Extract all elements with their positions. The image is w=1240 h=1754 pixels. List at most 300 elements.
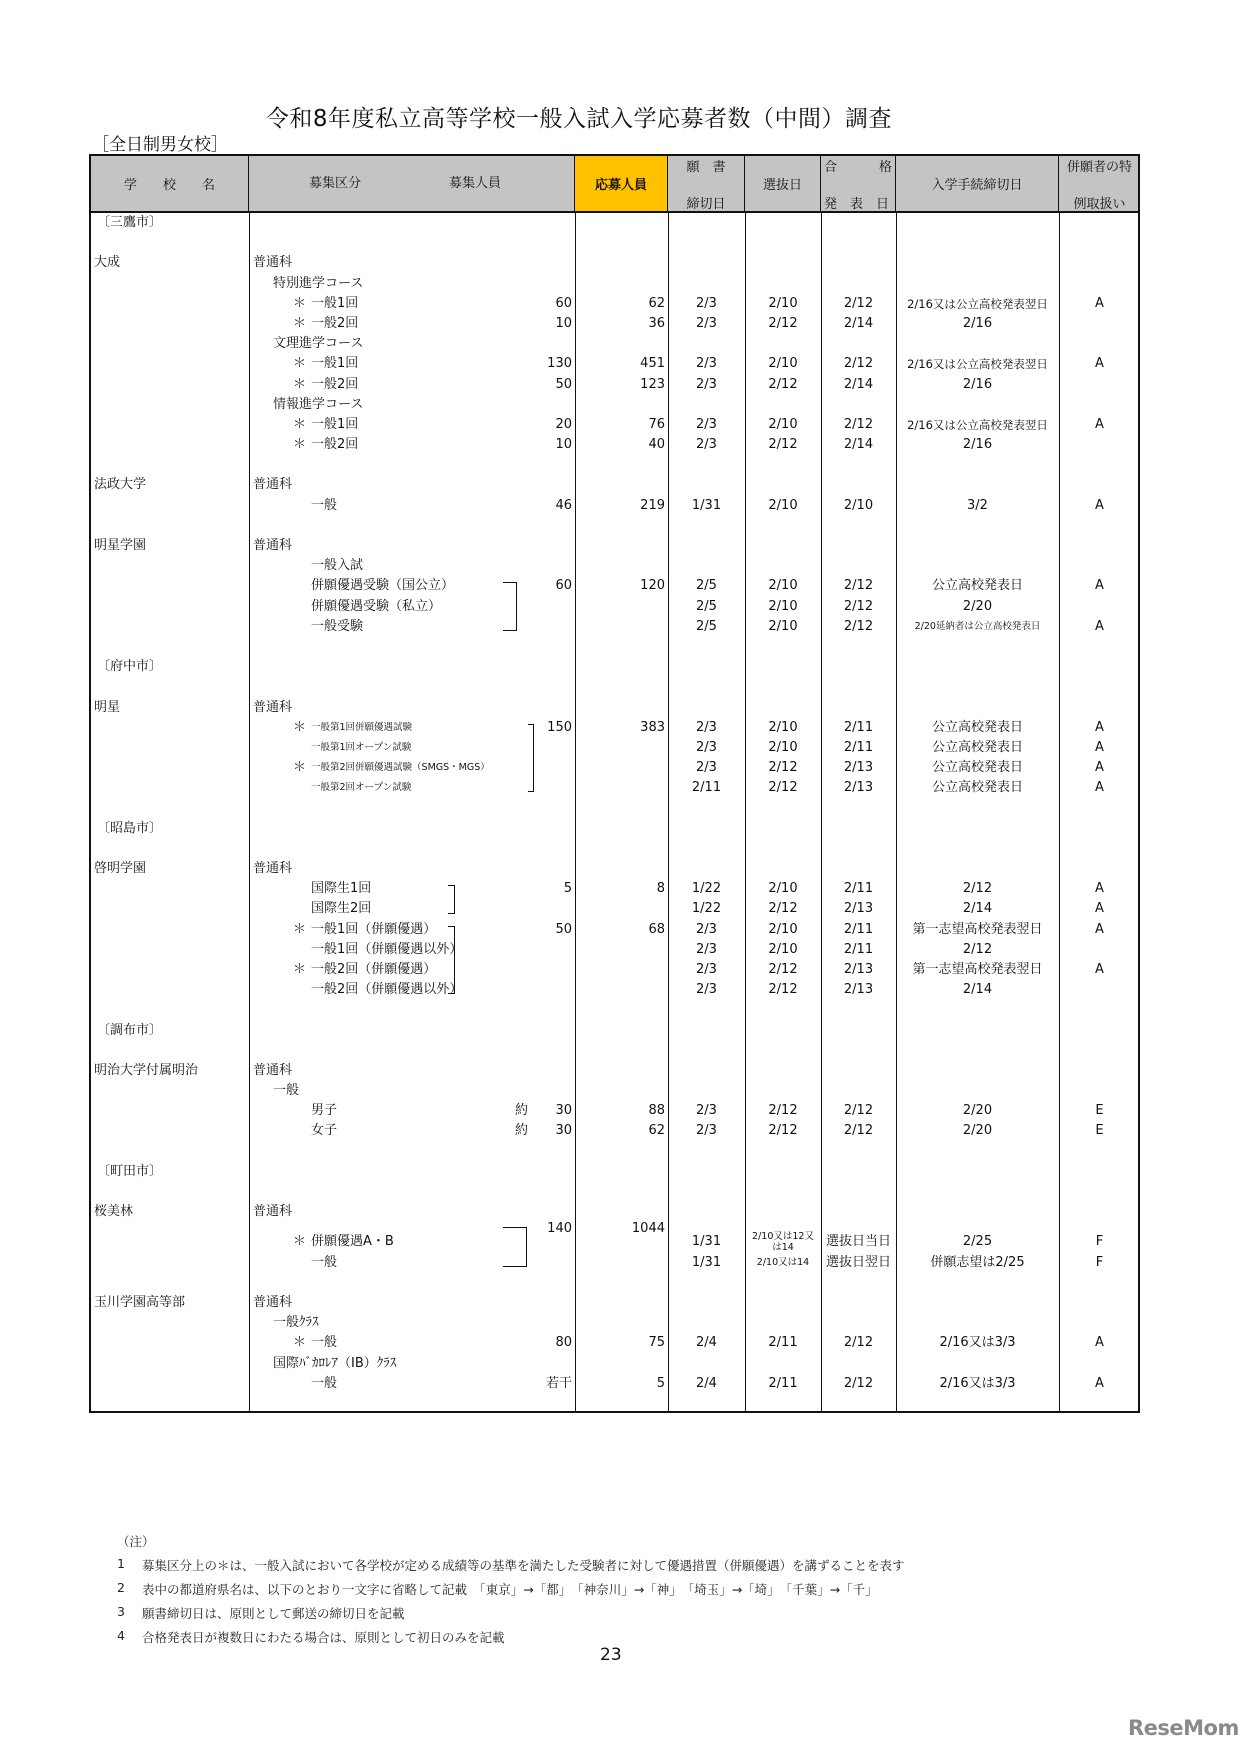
- category-cell: [249, 395, 575, 415]
- exam-date-cell: [745, 556, 821, 576]
- exam-type-label: 一般2回（併願優遇以外）: [311, 982, 463, 998]
- pass-date-cell: 2/10: [843, 497, 874, 513]
- category-cell: [249, 738, 575, 758]
- table-row: [91, 879, 1138, 899]
- table-row: [91, 1182, 1138, 1202]
- exam-date-cell: 2/10: [768, 719, 798, 735]
- capacity-value: 10: [555, 315, 572, 331]
- applicants-cell: [575, 1142, 668, 1162]
- table-row: [91, 718, 1138, 738]
- special-handling-cell: [1059, 1081, 1140, 1101]
- exam-date-cell: 2/12: [768, 780, 798, 796]
- category-cell: [249, 839, 575, 859]
- school-cell: [91, 233, 249, 253]
- deadline-cell: 2/4: [696, 1335, 717, 1351]
- deadline-cell: [668, 657, 745, 677]
- pass-date-cell: [821, 819, 896, 839]
- special-handling-cell: A: [1095, 295, 1104, 311]
- header-deadline: [668, 156, 745, 211]
- procedure-deadline-cell: 2/20: [962, 1123, 993, 1139]
- pass-date-cell: [821, 455, 896, 475]
- procedure-deadline-cell: [896, 1354, 1059, 1374]
- deadline-cell: 2/3: [696, 941, 717, 957]
- category-cell: [249, 980, 575, 1000]
- exam-date-cell: [745, 274, 821, 294]
- applicants-cell: [575, 1354, 668, 1374]
- table-row: [91, 617, 1138, 637]
- applicants-cell: [575, 940, 668, 960]
- capacity-value: 150: [547, 719, 572, 735]
- exam-date-cell: [745, 1061, 821, 1081]
- school-cell: [91, 1313, 249, 1333]
- preferential-asterisk: ＊: [293, 760, 307, 776]
- exam-date-cell: 2/10: [768, 356, 798, 372]
- exam-date-cell: [745, 1162, 821, 1182]
- school-cell: [91, 657, 249, 677]
- table-row: [91, 1253, 1138, 1273]
- procedure-deadline-cell: [896, 516, 1059, 536]
- special-handling-cell: [1059, 274, 1140, 294]
- category-label: 普通科: [253, 255, 293, 271]
- procedure-deadline-cell: [896, 536, 1059, 556]
- school-cell: [91, 879, 249, 899]
- applicants-cell: [575, 253, 668, 273]
- category-cell: [249, 516, 575, 536]
- deadline-cell: [668, 698, 745, 718]
- approx-prefix: 約: [515, 1123, 529, 1139]
- deadline-cell: 2/3: [696, 437, 717, 453]
- pass-date-cell: 2/14: [843, 437, 874, 453]
- header-school-label: 学 校 名: [123, 178, 215, 193]
- applicants-cell: [575, 899, 668, 919]
- school-cell: [91, 1101, 249, 1121]
- pass-date-cell: 2/12: [843, 416, 874, 432]
- city-row: [91, 1162, 1138, 1182]
- table-row: [91, 1354, 1138, 1374]
- applicants-cell: [575, 1182, 668, 1202]
- deadline-cell: [668, 839, 745, 859]
- table-row: [91, 294, 1138, 314]
- school-name: 大成: [94, 255, 121, 271]
- school-name: 啓明学園: [94, 861, 147, 876]
- pass-date-cell: [821, 516, 896, 536]
- school-row: [91, 536, 1138, 556]
- category-cell: [249, 798, 575, 818]
- procedure-deadline-cell: 2/14: [962, 982, 993, 998]
- exam-date-cell: 2/11: [768, 1375, 798, 1391]
- applicants-cell: [575, 657, 668, 677]
- school-cell: [91, 1121, 249, 1141]
- applicants-cell: [575, 516, 668, 536]
- special-handling-cell: [1059, 839, 1140, 859]
- table-row: [91, 839, 1138, 859]
- category-cell: [249, 1041, 575, 1061]
- school-cell: [91, 637, 249, 657]
- header-pass-bottom: 発 表 日: [824, 197, 890, 212]
- pass-date-cell: [821, 1142, 896, 1162]
- special-handling-cell: A: [1095, 921, 1104, 937]
- exam-date-cell: 2/12: [768, 1103, 798, 1119]
- special-handling-cell: E: [1095, 1103, 1104, 1119]
- category-cell: [249, 718, 575, 738]
- school-cell: [91, 213, 249, 233]
- procedure-deadline-cell: 2/12: [962, 941, 993, 957]
- exam-date-cell: 2/12: [768, 982, 798, 998]
- exam-date-cell: [745, 213, 821, 233]
- exam-type-label: 一般1回（併願優遇）: [311, 921, 437, 937]
- procedure-deadline-cell: [896, 233, 1059, 253]
- exam-date-cell: 2/10: [768, 881, 798, 897]
- procedure-deadline-cell: [896, 395, 1059, 415]
- pass-date-cell: [821, 395, 896, 415]
- header-deadline-top: 願 書: [686, 160, 726, 175]
- exam-date-cell: [745, 516, 821, 536]
- capacity-value: 50: [555, 921, 572, 937]
- table-row: [91, 435, 1138, 455]
- special-handling-cell: E: [1095, 1123, 1104, 1139]
- deadline-cell: 2/3: [696, 1123, 717, 1139]
- school-cell: [91, 940, 249, 960]
- category-cell: [249, 879, 575, 899]
- category-label: 普通科: [253, 1294, 293, 1310]
- exam-type-label: 一般: [311, 497, 338, 513]
- pass-date-cell: 2/13: [843, 780, 874, 796]
- city-row: [91, 213, 1138, 233]
- note-text: 合格発表日が複数日にわたる場合は、原則として初日のみを記載: [142, 1630, 505, 1645]
- applicants-cell: [575, 960, 668, 980]
- exam-type-label: 併願優遇受験（国公立）: [311, 578, 455, 594]
- table-row: [91, 1232, 1138, 1252]
- header-procedure-label: 入学手続締切日: [931, 178, 1023, 193]
- preferential-asterisk: ＊: [293, 1234, 307, 1250]
- table-row: [91, 1101, 1138, 1121]
- header-pass: [821, 156, 896, 211]
- category-cell: [249, 314, 575, 334]
- applicants-cell: [575, 334, 668, 354]
- table-row: [91, 1273, 1138, 1293]
- header-exam: [745, 156, 821, 211]
- procedure-deadline-cell: [896, 1162, 1059, 1182]
- special-handling-cell: A: [1095, 881, 1104, 897]
- pass-date-cell: [821, 536, 896, 556]
- pass-date-cell: 2/12: [843, 1123, 874, 1139]
- applicants-cell: [575, 1021, 668, 1041]
- exam-type-label: 一般2回: [311, 376, 359, 392]
- resemom-watermark-logo: [1128, 1716, 1239, 1740]
- special-handling-cell: [1059, 698, 1140, 718]
- category-cell: [249, 1273, 575, 1293]
- applicants-cell: 40: [648, 437, 665, 453]
- pass-date-cell: [821, 698, 896, 718]
- deadline-cell: [668, 334, 745, 354]
- procedure-deadline-cell: [896, 1041, 1059, 1061]
- special-handling-cell: A: [1095, 961, 1104, 977]
- category-cell: [249, 1374, 575, 1394]
- procedure-deadline-cell: [896, 677, 1059, 697]
- special-handling-cell: [1059, 1162, 1140, 1182]
- table-row: [91, 1313, 1138, 1333]
- special-handling-cell: [1059, 516, 1140, 536]
- header-category-label: 募集区分: [309, 176, 362, 191]
- exam-date-cell: [745, 839, 821, 859]
- category-cell: [249, 758, 575, 778]
- category-cell: [249, 960, 575, 980]
- deadline-cell: [668, 455, 745, 475]
- group-bracket: [528, 778, 534, 792]
- table-row: [91, 899, 1138, 919]
- category-cell: [249, 677, 575, 697]
- deadline-cell: [668, 475, 745, 495]
- deadline-cell: 1/22: [691, 881, 722, 897]
- table-row: [91, 758, 1138, 778]
- pass-date-cell: 2/11: [843, 719, 874, 735]
- exam-date-cell: [745, 698, 821, 718]
- procedure-deadline-cell: [896, 819, 1059, 839]
- table-row: [91, 920, 1138, 940]
- procedure-deadline-cell: [896, 637, 1059, 657]
- school-cell: [91, 1374, 249, 1394]
- applicants-cell: [575, 1293, 668, 1313]
- special-handling-cell: A: [1095, 780, 1104, 796]
- table-row: [91, 516, 1138, 536]
- pass-date-cell: [821, 1021, 896, 1041]
- special-handling-cell: A: [1095, 497, 1104, 513]
- school-cell: [91, 859, 249, 879]
- exam-date-cell: [745, 1293, 821, 1313]
- applicants-cell: 219: [640, 497, 665, 513]
- procedure-deadline-cell: [896, 1081, 1059, 1101]
- table-row: [91, 415, 1138, 435]
- special-handling-cell: [1059, 980, 1140, 1000]
- special-handling-cell: [1059, 657, 1140, 677]
- deadline-cell: [668, 819, 745, 839]
- capacity-value: 60: [555, 578, 572, 594]
- course-label: 文理進学コース: [273, 336, 364, 352]
- exam-type-label: 一般入試: [311, 558, 364, 574]
- pass-date-cell: [821, 274, 896, 294]
- page-title-text: 令和8年度私立高等学校一般入試入学応募者数（中間）調査: [265, 106, 893, 132]
- preferential-asterisk: ＊: [293, 1335, 307, 1351]
- table-row: [91, 233, 1138, 253]
- special-handling-cell: A: [1095, 739, 1104, 755]
- school-cell: [91, 1081, 249, 1101]
- exam-type-label: 一般2回（併願優遇）: [311, 961, 437, 977]
- watermark-text: ReseMom: [1128, 1716, 1239, 1740]
- special-handling-cell: F: [1095, 1254, 1104, 1270]
- exam-type-label: 一般受験: [311, 618, 364, 634]
- procedure-deadline-cell: 2/16又は3/3: [939, 1335, 1016, 1351]
- procedure-deadline-cell: [896, 1142, 1059, 1162]
- applicants-cell: [575, 637, 668, 657]
- school-cell: [91, 435, 249, 455]
- pass-date-cell: [821, 839, 896, 859]
- school-cell: [91, 1333, 249, 1353]
- procedure-deadline-cell: 2/12: [962, 881, 993, 897]
- group-bracket: [448, 940, 455, 960]
- applicants-cell: [575, 233, 668, 253]
- procedure-deadline-cell: [896, 839, 1059, 859]
- exam-date-cell: 2/10: [768, 497, 798, 513]
- category-cell: [249, 294, 575, 314]
- category-cell: [249, 253, 575, 273]
- category-cell: [249, 1121, 575, 1141]
- note-number: 4: [117, 1628, 125, 1643]
- special-handling-cell: [1059, 1000, 1140, 1020]
- exam-date-cell: [745, 1354, 821, 1374]
- exam-type-label: 一般2回: [311, 315, 359, 331]
- table-row: [91, 395, 1138, 415]
- category-label: 普通科: [253, 1204, 293, 1220]
- exam-date-cell: 2/10: [768, 295, 798, 311]
- exam-date-cell: [745, 395, 821, 415]
- school-cell: [91, 516, 249, 536]
- procedure-deadline-cell: [896, 556, 1059, 576]
- special-handling-cell: [1059, 395, 1140, 415]
- school-cell: [91, 253, 249, 273]
- approx-prefix: 約: [515, 1103, 529, 1119]
- school-cell: [91, 617, 249, 637]
- school-row: [91, 475, 1138, 495]
- exam-date-cell: [745, 253, 821, 273]
- school-cell: [91, 1273, 249, 1293]
- applicants-cell: 123: [640, 376, 665, 392]
- capacity-value: 30: [555, 1103, 572, 1119]
- applicants-cell: 76: [648, 416, 665, 432]
- exam-date-cell: 2/10: [768, 739, 798, 755]
- special-handling-cell: [1059, 1041, 1140, 1061]
- table-row: [91, 960, 1138, 980]
- procedure-deadline-cell: 2/14: [962, 901, 993, 917]
- school-cell: [91, 778, 249, 798]
- school-cell: [91, 738, 249, 758]
- category-cell: [249, 657, 575, 677]
- applicants-cell: [575, 617, 668, 637]
- capacity-value: 20: [555, 416, 572, 432]
- procedure-deadline-cell: 2/16: [962, 376, 993, 392]
- deadline-cell: [668, 1202, 745, 1222]
- applicants-cell: [575, 1061, 668, 1081]
- applicants-cell: [575, 859, 668, 879]
- applicants-cell: [575, 395, 668, 415]
- school-cell: [91, 1061, 249, 1081]
- category-cell: [249, 1162, 575, 1182]
- deadline-cell: 1/31: [691, 497, 722, 513]
- exam-type-label: 一般: [311, 1254, 338, 1270]
- deadline-cell: 2/11: [691, 780, 722, 796]
- deadline-cell: [668, 516, 745, 536]
- exam-date-cell: [745, 1081, 821, 1101]
- category-cell: [249, 274, 575, 294]
- pass-date-cell: 2/11: [843, 921, 874, 937]
- applicants-cell: 1044: [631, 1221, 665, 1237]
- pass-date-cell: [821, 859, 896, 879]
- applicants-cell: [575, 1041, 668, 1061]
- category-cell: [249, 920, 575, 940]
- course-label: 一般ｸﾗｽ: [273, 1315, 319, 1331]
- procedure-deadline-cell: [896, 475, 1059, 495]
- note-number: 2: [117, 1580, 125, 1595]
- applicants-cell: [575, 1162, 668, 1182]
- school-cell: [91, 496, 249, 516]
- deadline-cell: 2/3: [696, 719, 717, 735]
- school-cell: [91, 920, 249, 940]
- pass-date-cell: 2/11: [843, 739, 874, 755]
- exam-date-cell: [745, 677, 821, 697]
- exam-type-label: 国際生1回: [311, 881, 372, 897]
- special-handling-cell: [1059, 475, 1140, 495]
- procedure-deadline-cell: [896, 1021, 1059, 1041]
- deadline-cell: 2/3: [696, 315, 717, 331]
- special-handling-cell: A: [1095, 618, 1104, 634]
- procedure-deadline-cell: [896, 455, 1059, 475]
- special-handling-cell: [1059, 819, 1140, 839]
- school-cell: [91, 1000, 249, 1020]
- category-cell: [249, 375, 575, 395]
- applicants-cell: 75: [648, 1335, 665, 1351]
- procedure-deadline-cell: 第一志望高校発表翌日: [912, 921, 1043, 937]
- header-procedure: [896, 156, 1059, 211]
- school-name: 明星: [94, 699, 121, 715]
- table-row: [91, 980, 1138, 1000]
- applicants-cell: [575, 455, 668, 475]
- procedure-deadline-cell: 2/25: [962, 1234, 993, 1250]
- deadline-cell: [668, 556, 745, 576]
- header-special: [1059, 156, 1140, 211]
- exam-date-cell: [745, 657, 821, 677]
- exam-type-label: 併願優遇受験（私立）: [311, 598, 442, 614]
- deadline-cell: 2/3: [696, 982, 717, 998]
- pass-date-cell: [821, 1354, 896, 1374]
- category-cell: [249, 475, 575, 495]
- table-row: [91, 1142, 1138, 1162]
- applicants-cell: [575, 556, 668, 576]
- pass-date-cell: [821, 1273, 896, 1293]
- school-cell: [91, 1041, 249, 1061]
- page-title: [0, 100, 1160, 133]
- category-cell: [249, 617, 575, 637]
- exam-date-cell: [745, 1000, 821, 1020]
- procedure-deadline-cell: [896, 1313, 1059, 1333]
- procedure-deadline-cell: [896, 657, 1059, 677]
- preferential-asterisk: ＊: [293, 315, 307, 331]
- capacity-value: 若干: [545, 1375, 572, 1391]
- applicants-cell: [575, 698, 668, 718]
- pass-date-cell: [821, 1182, 896, 1202]
- pass-date-cell: 2/13: [843, 901, 874, 917]
- header-pass-top-a: 合: [824, 160, 838, 175]
- note-number: 3: [117, 1604, 125, 1619]
- special-handling-cell: [1059, 1021, 1140, 1041]
- deadline-cell: 2/3: [696, 961, 717, 977]
- preferential-asterisk: ＊: [293, 295, 307, 311]
- school-cell: [91, 980, 249, 1000]
- category-cell: [249, 435, 575, 455]
- exam-type-label: 国際生2回: [311, 901, 372, 917]
- category-cell: [249, 455, 575, 475]
- deadline-cell: 1/22: [691, 901, 722, 917]
- procedure-deadline-cell: 2/20延納者は公立高校発表日: [914, 620, 1041, 632]
- special-handling-cell: A: [1095, 578, 1104, 594]
- pass-date-cell: 2/12: [843, 618, 874, 634]
- pass-date-cell: 2/13: [843, 760, 874, 776]
- capacity-value: 80: [555, 1335, 572, 1351]
- pass-date-cell: [821, 334, 896, 354]
- exam-type-label: 一般2回: [311, 437, 359, 453]
- exam-date-cell: 2/10: [768, 598, 798, 614]
- exam-date-cell: [745, 475, 821, 495]
- procedure-deadline-cell: 公立高校発表日: [931, 578, 1023, 594]
- deadline-cell: [668, 1142, 745, 1162]
